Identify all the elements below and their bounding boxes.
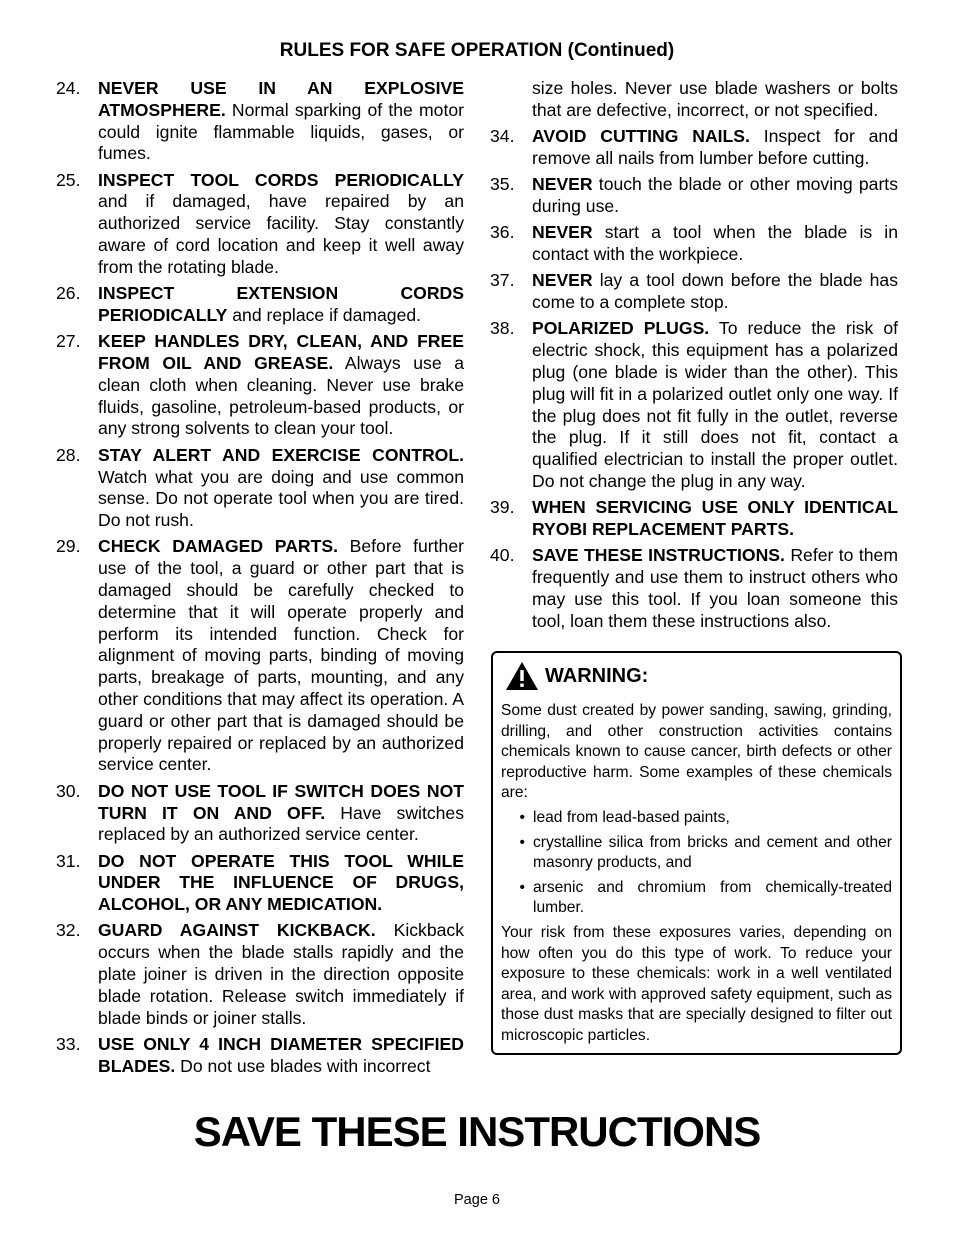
warning-bullet-list <box>501 808 892 919</box>
rule-text <box>98 78 464 165</box>
rule-number: 26. <box>56 283 81 304</box>
rule-item <box>490 545 898 632</box>
rule-text <box>532 545 898 632</box>
rule-item <box>490 270 898 314</box>
rule-number: 30. <box>56 780 81 801</box>
rule-bold: KEEP HANDLES DRY, CLEAN, AND FREE FROM OIL AND GREASE. <box>98 331 464 374</box>
rule-bold: NEVER USE IN AN EXPLOSIVE ATMOSPHERE. <box>98 78 464 120</box>
rule-bold: DO NOT OPERATE THIS TOOL WHILE UNDER THE INFLUENCE OF DRUGS, ALCOHOL, OR ANY MEDICATION. <box>98 850 464 915</box>
rule-body: Watch what you are doing and use common sense. Do not operate tool when you are tired. Do not rush. <box>98 466 464 531</box>
rule-number: 31. <box>56 850 81 871</box>
rule-number: 40. <box>490 545 515 566</box>
rule-body: Normal sparking of the motor could ignite flammable liquids, gases, or fumes. <box>98 99 464 164</box>
rule-text <box>532 126 898 170</box>
rule-item <box>56 283 464 327</box>
rule-text <box>98 445 464 532</box>
rule-body: lay a tool down before the blade has come to a complete stop. <box>532 270 898 313</box>
page-number: Page 6 <box>454 1192 500 1208</box>
rule-text <box>532 222 898 266</box>
rule-body: To reduce the risk of electric shock, this equipment has a polarized plug (one blade is wider than the other). This plug will fit in a polarized outlet only one way. If the plug does not fit fully in the outlet, reverse the plug. If it still does not fit, contact a qualified electrician to install the proper outlet. Do not change the plug in any way. <box>532 318 898 492</box>
warning-outro: Your risk from these exposures varies, depending on how often you do this type of work. To reduce your exposure to these chemicals: work in a well ventilated area, and work with approved safety equipment, such as those dust masks that are specially designed to filter out microscopic particles. <box>501 923 892 1044</box>
rule-text <box>98 170 464 279</box>
rule-text <box>98 851 464 916</box>
rule-number: 24. <box>56 78 81 98</box>
list-item <box>501 878 892 919</box>
rule-body: Have switches replaced by an authorized service center. <box>98 802 465 845</box>
rule-bold: INSPECT TOOL CORDS PERIODICALLY <box>98 169 464 190</box>
rule-number: 38. <box>490 318 515 339</box>
rule-item <box>490 497 898 541</box>
rule-number: 35. <box>490 174 515 195</box>
rule-item <box>56 1034 464 1078</box>
rule-item <box>490 174 898 218</box>
rule-number: 32. <box>56 920 81 941</box>
rule-item <box>56 536 464 776</box>
rule-item <box>490 222 898 266</box>
rule-item <box>56 78 464 165</box>
rule-bold: CHECK DAMAGED PARTS. <box>98 536 338 557</box>
rule-bold: GUARD AGAINST KICKBACK. <box>98 920 376 941</box>
bullet-text: arsenic and chromium from chemically-treated lumber. <box>533 878 892 917</box>
rule-item <box>56 445 464 532</box>
bullet-text: crystalline silica from bricks and cement and other masonry products, and <box>533 833 892 872</box>
rule-body: Kickback occurs when the blade stalls rapidly and the plate joiner is driven in the direction opposite blade rotation. Release switch immediately if blade binds or joiner stalls. <box>98 920 464 1028</box>
rule-bold: INSPECT EXTENSION CORDS PERIODICALLY <box>98 283 464 325</box>
warning-intro: Some dust created by power sanding, sawing, grinding, drilling, and other construction activities contains chemicals known to cause cancer, birth defects or other reproductive harm. Some examples of these chemicals are: <box>501 702 892 802</box>
rule-item <box>56 781 464 846</box>
list-item <box>501 808 892 829</box>
bullet-icon: • <box>519 808 525 826</box>
rule-bold: POLARIZED PLUGS. <box>532 318 710 339</box>
warning-box <box>491 651 902 1055</box>
rule-text <box>98 781 464 846</box>
bullet-icon: • <box>519 878 525 896</box>
rule-bold: STAY ALERT AND EXERCISE CONTROL. <box>98 444 464 465</box>
rule-text <box>532 497 898 541</box>
rule-text <box>98 920 464 1029</box>
rule-body: Inspect for and remove all nails from lumber before cutting. <box>532 126 898 168</box>
rule-text <box>532 174 898 218</box>
list-item <box>501 833 892 874</box>
rule-bold: USE ONLY 4 INCH DIAMETER SPECIFIED BLADES. <box>98 1033 464 1076</box>
rule-text <box>98 283 464 327</box>
rule-number: 34. <box>490 126 515 147</box>
rule-number: 27. <box>56 331 81 352</box>
rule-bold: WHEN SERVICING USE ONLY IDENTICAL RYOBI REPLACEMENT PARTS. <box>532 497 898 540</box>
rule-body: and replace if damaged. <box>227 304 422 325</box>
rule-number: 33. <box>56 1033 81 1054</box>
rule-item <box>56 331 464 440</box>
rule-body: touch the blade or other moving parts during use. <box>532 174 898 216</box>
rule-body: Refer to them frequently and use them to instruct others who may use this tool. If you loan someone this tool, loan them these instructions also. <box>532 545 898 631</box>
rule-text <box>98 331 464 440</box>
rule-body: and if damaged, have repaired by an authorized service facility. Stay constantly aware of cord location and keep it well away from the rotating blade. <box>98 191 464 277</box>
rule-body: start a tool when the blade is in contact with the workpiece. <box>532 222 898 265</box>
save-instructions-banner: SAVE THESE INSTRUCTIONS <box>193 1108 761 1155</box>
rule-text <box>98 1034 464 1078</box>
rule-text <box>532 270 898 314</box>
warning-title: WARNING: <box>545 664 649 687</box>
rule-number: 39. <box>490 497 515 518</box>
rule-item <box>490 126 898 170</box>
bullet-text: lead from lead-based paints, <box>533 808 730 826</box>
rule-item <box>56 920 464 1029</box>
left-column <box>56 78 464 1082</box>
rule-bold: SAVE THESE INSTRUCTIONS. <box>532 545 785 566</box>
rule-number: 28. <box>56 444 81 465</box>
rule-bold: AVOID CUTTING NAILS. <box>532 126 750 147</box>
rule-bold: DO NOT USE TOOL IF SWITCH DOES NOT TURN IT ON AND OFF. <box>98 780 464 823</box>
rule-body: Before further use of the tool, a guard or other part that is damaged should be carefully checked to determine that it will operate properly and perform its intended function. Check for alignment of moving parts, binding of moving parts, breakage of parts, mounting, and any other conditions that may affect its operation. A guard or other part that is damaged should be properly repaired or replaced by an authorized service center. <box>98 536 464 775</box>
rule-item <box>56 851 464 916</box>
warning-header <box>501 661 892 691</box>
rule-bold: NEVER <box>532 174 593 195</box>
rule-bold: NEVER <box>532 270 593 291</box>
rule-text <box>532 318 898 492</box>
rule-text <box>98 536 464 776</box>
rule-bold: NEVER <box>532 222 593 243</box>
rule-continuation: size holes. Never use blade washers or bolts that are defective, incorrect, or not specified. <box>532 78 898 120</box>
rule-number: 36. <box>490 222 515 243</box>
bullet-icon: • <box>519 833 525 851</box>
rule-number: 37. <box>490 270 515 291</box>
rule-body: Do not use blades with incorrect <box>175 1055 431 1076</box>
rule-number: 25. <box>56 169 81 190</box>
right-column <box>490 78 898 637</box>
rule-number: 29. <box>56 536 81 557</box>
rule-item <box>490 318 898 492</box>
section-heading: RULES FOR SAFE OPERATION (Continued) <box>279 40 675 61</box>
rule-item <box>56 170 464 279</box>
warning-triangle-icon <box>505 661 539 691</box>
rule-body: Always use a clean cloth when cleaning. Never use brake fluids, gasoline, petroleum-based products, or any strong solvents to clean your tool. <box>98 353 464 439</box>
